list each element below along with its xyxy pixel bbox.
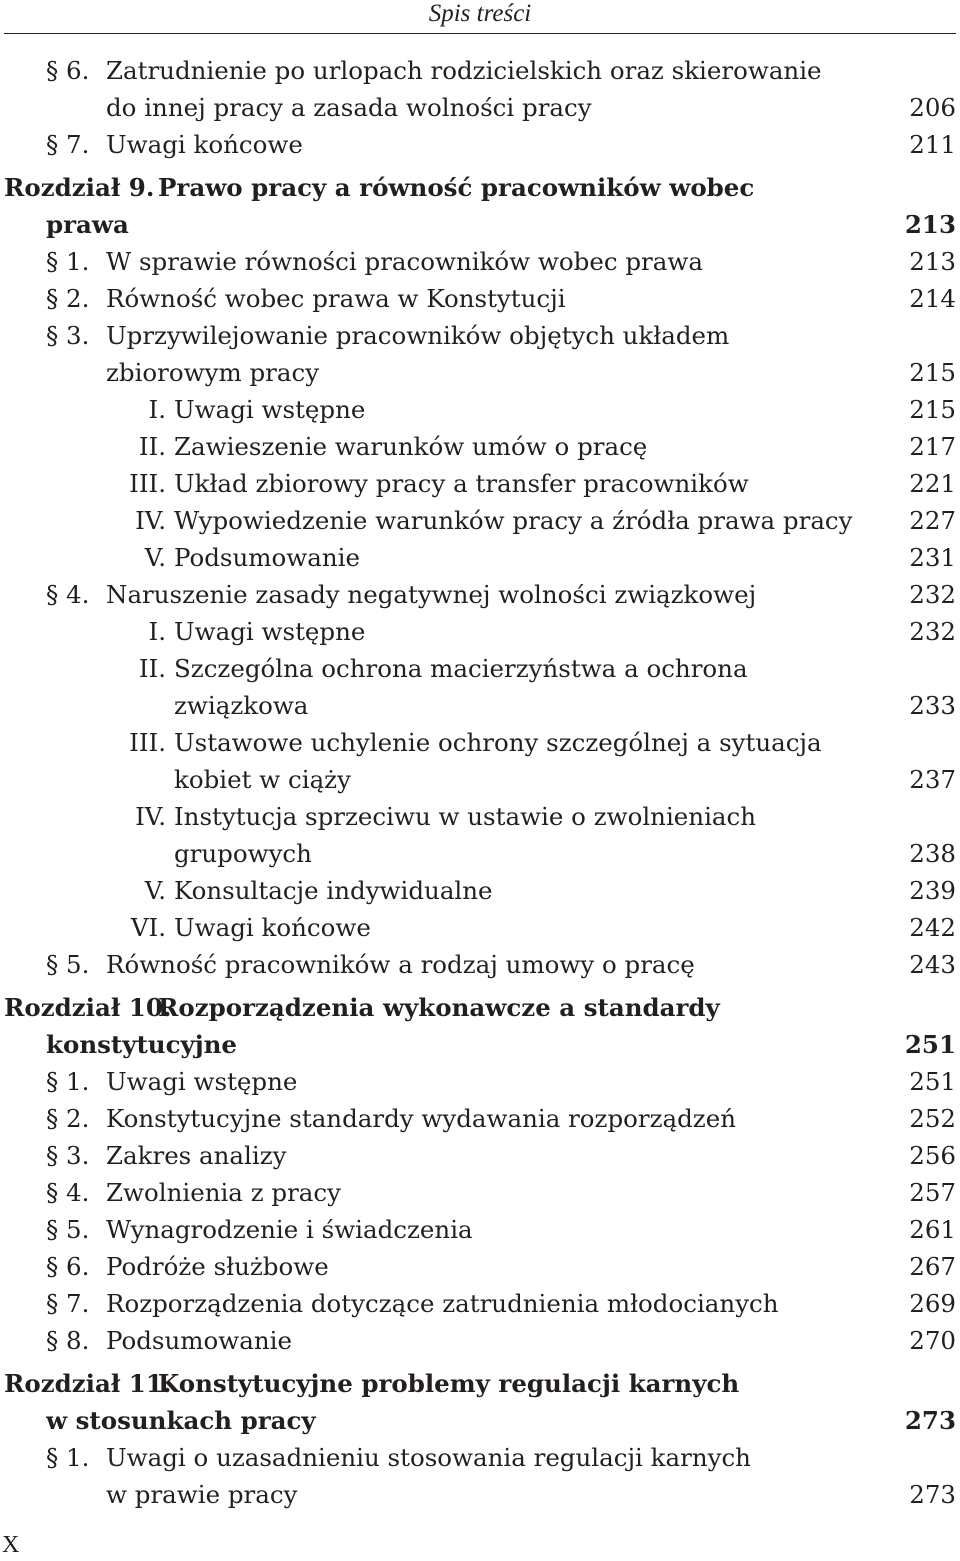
toc-number: I. — [148, 617, 166, 646]
toc-label — [106, 356, 862, 390]
toc-label-text: Równość wobec prawa w Konstytucji — [106, 284, 566, 313]
toc-line — [0, 245, 960, 279]
toc-label — [174, 689, 862, 723]
toc-line — [0, 1478, 960, 1512]
toc-label-text: zbiorowym pracy — [106, 358, 320, 387]
toc-label-text: w stosunkach pracy — [46, 1406, 316, 1435]
toc-label-text: Zakres analizy — [106, 1141, 287, 1170]
toc-label-text: Podsumowanie — [106, 1326, 292, 1355]
toc-label — [46, 208, 862, 242]
toc-label-text: kobiet w ciąży — [174, 765, 351, 794]
toc-label — [106, 54, 900, 88]
toc-page-number: 221 — [909, 469, 956, 498]
toc-label-text: Uwagi wstępne — [106, 1067, 298, 1096]
toc-label — [174, 615, 862, 649]
toc-line — [0, 171, 960, 205]
toc-line — [0, 1367, 960, 1401]
toc-number: V. — [144, 543, 166, 572]
toc-label — [158, 171, 900, 205]
toc-number: § 6. — [46, 1252, 90, 1281]
toc-label-text: Uwagi końcowe — [106, 130, 303, 159]
toc-label — [106, 1250, 862, 1284]
toc-label — [106, 128, 862, 162]
toc-line — [0, 1250, 960, 1284]
toc-number: II. — [138, 654, 166, 683]
toc-number: § 4. — [46, 1178, 90, 1207]
toc-line — [0, 319, 960, 353]
toc-number: VI. — [130, 913, 166, 942]
toc-line — [0, 726, 960, 760]
toc-page-number: 239 — [909, 876, 956, 905]
toc-label-text: prawa — [46, 210, 129, 239]
toc-line — [0, 1213, 960, 1247]
toc-page-number: 269 — [909, 1289, 956, 1318]
toc-line — [0, 504, 960, 538]
toc-label — [106, 282, 862, 316]
toc-label — [106, 1478, 862, 1512]
toc-page-number: 214 — [909, 284, 956, 313]
toc-label-text: Konstytucyjne problemy regulacji karnych — [158, 1369, 740, 1398]
toc-number: III. — [129, 469, 166, 498]
toc-label — [106, 1287, 862, 1321]
toc-label-text: Zawieszenie warunków umów o pracę — [174, 432, 648, 461]
toc-label-text: Uwagi o uzasadnieniu stosowania regulacji karnych — [106, 1443, 751, 1472]
toc-label — [158, 991, 900, 1025]
toc-label-text: Rozporządzenia dotyczące zatrudnienia młodocianych — [106, 1289, 779, 1318]
header-rule — [4, 33, 956, 34]
toc-page-number: 257 — [909, 1178, 956, 1207]
toc-label — [106, 1324, 862, 1358]
toc-label-text: Wynagrodzenie i świadczenia — [106, 1215, 473, 1244]
toc-label — [158, 1367, 900, 1401]
toc-line — [0, 991, 960, 1025]
running-head: Spis treści — [428, 0, 532, 27]
toc-label-text: grupowych — [174, 839, 312, 868]
toc-line — [0, 837, 960, 871]
toc-line — [0, 578, 960, 612]
toc-label — [46, 1404, 862, 1438]
toc-page-number: 273 — [904, 1406, 956, 1435]
toc-label-text: Szczególna ochrona macierzyństwa a ochrona — [174, 654, 748, 683]
toc-label — [106, 578, 862, 612]
toc-page-number: 232 — [909, 617, 956, 646]
toc-number: § 1. — [46, 247, 90, 276]
toc-line — [0, 128, 960, 162]
toc-label — [174, 763, 862, 797]
toc-label — [106, 1441, 900, 1475]
toc-label-text: Zatrudnienie po urlopach rodzicielskich oraz skierowanie — [106, 56, 822, 85]
toc-label — [106, 319, 900, 353]
toc-line — [0, 1441, 960, 1475]
toc-page-number: 217 — [909, 432, 956, 461]
toc-number: § 7. — [46, 1289, 90, 1318]
toc-label — [106, 1213, 862, 1247]
toc-label-text: Ustawowe uchylenie ochrony szczególnej a sytuacja — [174, 728, 822, 757]
toc-label — [174, 430, 862, 464]
toc-number: V. — [144, 876, 166, 905]
toc-label — [106, 245, 862, 279]
toc-number: § 2. — [46, 284, 90, 313]
toc-line — [0, 1176, 960, 1210]
toc-number: III. — [129, 728, 166, 757]
toc-line — [0, 911, 960, 945]
toc-line — [0, 615, 960, 649]
toc-line — [0, 1287, 960, 1321]
toc-label-text: Uwagi wstępne — [174, 395, 366, 424]
toc-label — [106, 948, 862, 982]
toc-page-number: 213 — [904, 210, 956, 239]
toc-number: II. — [138, 432, 166, 461]
toc-page-number: 237 — [909, 765, 956, 794]
toc-label — [46, 1028, 862, 1062]
toc-number: Rozdział 9. — [4, 173, 155, 202]
toc-label-text: Uwagi końcowe — [174, 913, 371, 942]
toc-line — [0, 282, 960, 316]
toc-label-text: Układ zbiorowy pracy a transfer pracowników — [174, 469, 749, 498]
toc-page-number: 273 — [909, 1480, 956, 1509]
toc-label-text: Prawo pracy a równość pracowników wobec — [158, 173, 755, 202]
toc-line — [0, 1404, 960, 1438]
toc-number: § 7. — [46, 130, 90, 159]
toc-page-number: 211 — [909, 130, 956, 159]
toc-number: § 5. — [46, 950, 90, 979]
toc-label-text: Wypowiedzenie warunków pracy a źródła prawa pracy — [174, 506, 853, 535]
toc-page-number: 227 — [909, 506, 956, 535]
toc-number: § 4. — [46, 580, 90, 609]
toc-label — [106, 1176, 862, 1210]
toc-label — [174, 541, 862, 575]
toc-label — [174, 800, 900, 834]
toc-label — [174, 726, 900, 760]
toc-page-number: 267 — [909, 1252, 956, 1281]
toc-number: Rozdział 10. — [4, 993, 172, 1022]
toc-number: § 6. — [46, 56, 90, 85]
toc-label — [106, 91, 862, 125]
toc-line — [0, 356, 960, 390]
toc-number: Rozdział 11. — [4, 1369, 172, 1398]
toc-page-number: 242 — [909, 913, 956, 942]
toc-line — [0, 1139, 960, 1173]
toc-label-text: Rozporządzenia wykonawcze a standardy — [158, 993, 720, 1022]
toc-label — [174, 837, 862, 871]
toc-label-text: Zwolnienia z pracy — [106, 1178, 341, 1207]
page-folio: X — [2, 1532, 20, 1558]
toc-label — [174, 911, 862, 945]
toc-label-text: W sprawie równości pracowników wobec prawa — [106, 247, 703, 276]
toc-number: IV. — [135, 802, 166, 831]
toc-label — [174, 874, 862, 908]
toc-number: § 3. — [46, 321, 90, 350]
toc-number: § 8. — [46, 1326, 90, 1355]
toc-page-number: 215 — [909, 358, 956, 387]
toc-page-number: 252 — [909, 1104, 956, 1133]
toc-line — [0, 763, 960, 797]
toc-label-text: Konstytucyjne standardy wydawania rozporządzeń — [106, 1104, 736, 1133]
toc-line — [0, 689, 960, 723]
toc-page-number: 232 — [909, 580, 956, 609]
toc-label — [106, 1102, 862, 1136]
toc-label — [106, 1139, 862, 1173]
toc-line — [0, 1065, 960, 1099]
toc-line — [0, 874, 960, 908]
toc-number: § 3. — [46, 1141, 90, 1170]
toc-label-text: Podróże służbowe — [106, 1252, 329, 1281]
toc-page-number: 243 — [909, 950, 956, 979]
toc-page-number: 251 — [909, 1067, 956, 1096]
toc-line — [0, 91, 960, 125]
toc-line — [0, 54, 960, 88]
toc-page-number: 238 — [909, 839, 956, 868]
toc-label — [106, 1065, 862, 1099]
toc-line — [0, 208, 960, 242]
toc-line — [0, 467, 960, 501]
toc-number: § 1. — [46, 1067, 90, 1096]
toc-line — [0, 1028, 960, 1062]
toc-label-text: do innej pracy a zasada wolności pracy — [106, 93, 592, 122]
toc-page-number: 213 — [909, 247, 956, 276]
toc-label-text: w prawie pracy — [106, 1480, 298, 1509]
toc-label-text: związkowa — [174, 691, 309, 720]
toc-line — [0, 1102, 960, 1136]
toc-page-number: 231 — [909, 543, 956, 572]
toc-number: IV. — [135, 506, 166, 535]
toc-line — [0, 948, 960, 982]
toc-page-number: 215 — [909, 395, 956, 424]
toc-label-text: Konsultacje indywidualne — [174, 876, 493, 905]
toc-label-text: konstytucyjne — [46, 1030, 238, 1059]
toc-page-number: 251 — [904, 1030, 956, 1059]
toc-page-number: 261 — [909, 1215, 956, 1244]
toc-number: I. — [148, 395, 166, 424]
toc-label-text: Równość pracowników a rodzaj umowy o pracę — [106, 950, 695, 979]
toc-line — [0, 430, 960, 464]
toc-number: § 2. — [46, 1104, 90, 1133]
toc-line — [0, 1324, 960, 1358]
toc-label — [174, 504, 862, 538]
toc-label-text: Uprzywilejowanie pracowników objętych układem — [106, 321, 730, 350]
toc-line — [0, 800, 960, 834]
toc-page-number: 256 — [909, 1141, 956, 1170]
toc-label-text: Naruszenie zasady negatywnej wolności związkowej — [106, 580, 757, 609]
toc-line — [0, 541, 960, 575]
toc-label — [174, 393, 862, 427]
toc-label-text: Instytucja sprzeciwu w ustawie o zwolnieniach — [174, 802, 757, 831]
toc-label-text: Podsumowanie — [174, 543, 360, 572]
toc-line — [0, 393, 960, 427]
toc-number: § 1. — [46, 1443, 90, 1472]
toc-label — [174, 467, 862, 501]
toc-number: § 5. — [46, 1215, 90, 1244]
toc-page-number: 270 — [909, 1326, 956, 1355]
toc-line — [0, 652, 960, 686]
toc-page-number: 206 — [909, 93, 956, 122]
toc-label-text: Uwagi wstępne — [174, 617, 366, 646]
toc-page-number: 233 — [909, 691, 956, 720]
toc-label — [174, 652, 900, 686]
